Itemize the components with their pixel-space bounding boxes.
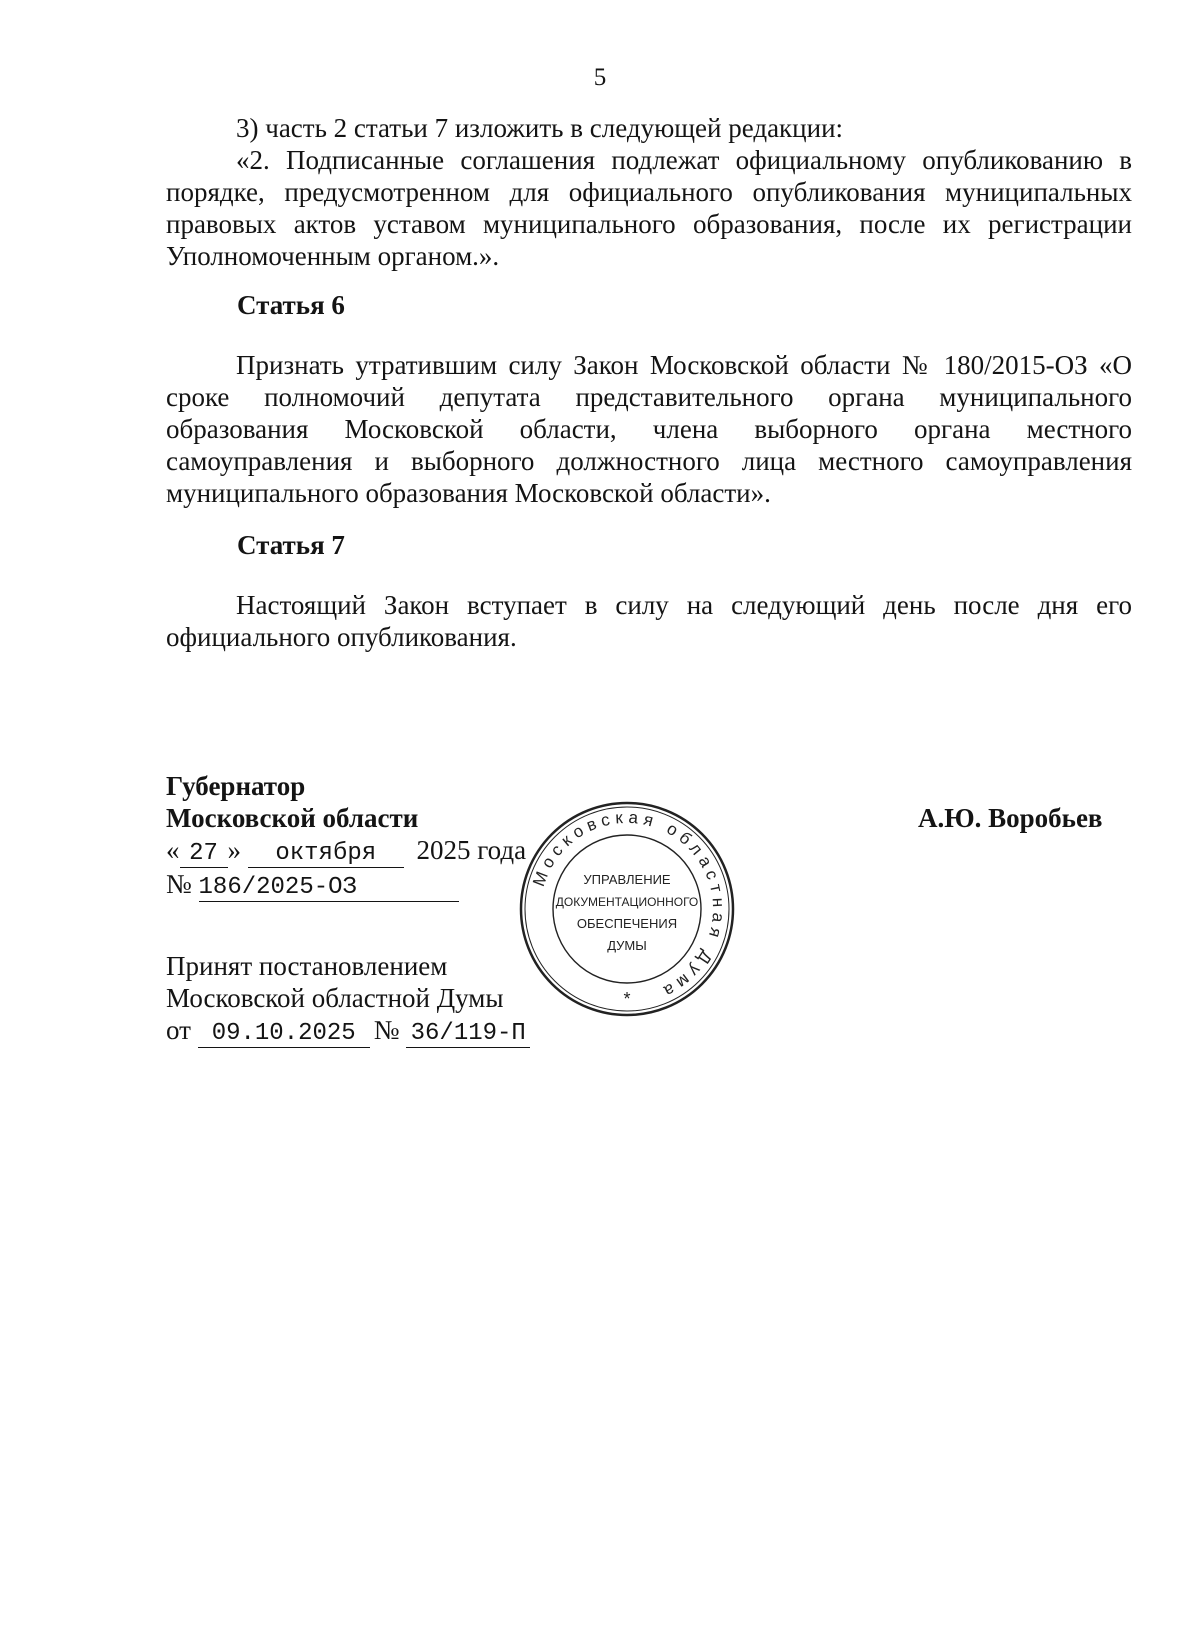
stamp-center-line1: УПРАВЛЕНИЕ	[583, 872, 671, 887]
adoption-date-line	[166, 1014, 530, 1048]
governor-title-line1: Губернатор	[166, 771, 306, 801]
stamp-center-line3: ОБЕСПЕЧЕНИЯ	[576, 916, 678, 931]
article6-heading: Статья 6	[237, 290, 345, 320]
item3-quote: «2. Подписанные соглашения подлежат официальному опубликованию в порядке, предусмотренном для официального опубликования муниципальных правовых актов уставом муниципального образования, после их регистрации Уполномоченным органом.».	[166, 145, 1132, 271]
adoption-line2: Московской областной Думы	[166, 983, 504, 1013]
governor-block	[166, 770, 526, 902]
article6-text: Признать утратившим силу Закон Московской области № 180/2015-ОЗ «О сроке полномочий депутата представительного органа муниципального образования Московской области, члена выборного органа местного самоуправления и выборного должностного лица местного самоуправления муниципального образования Московской области».	[166, 350, 1132, 508]
page-number: 5	[593, 64, 607, 91]
adoption-block	[166, 950, 530, 1048]
quote-open: «	[166, 835, 180, 865]
adoption-number: 36/119-П	[406, 1021, 530, 1048]
stamp-center-line4: ДУМЫ	[607, 938, 647, 953]
adoption-from-label: от	[166, 1015, 191, 1045]
article7-heading: Статья 7	[237, 530, 345, 560]
article7-text: Настоящий Закон вступает в силу на следующий день после дня его официального опубликования.	[166, 590, 1132, 652]
stamp-inner-ring	[553, 835, 701, 983]
stamp-center-line2: ДОКУМЕНТАЦИОННОГО	[555, 895, 699, 909]
law-number: 186/2025-ОЗ	[199, 875, 459, 902]
official-stamp	[518, 800, 736, 1018]
item3-intro: 3) часть 2 статьи 7 изложить в следующей редакции:	[236, 113, 844, 143]
governor-name: А.Ю. Воробьев	[918, 803, 1103, 833]
adoption-line1: Принят постановлением	[166, 951, 448, 981]
law-number-sign: №	[166, 869, 192, 899]
law-number-line	[166, 868, 526, 902]
adoption-date: 09.10.2025	[198, 1021, 370, 1048]
stamp-star: *	[623, 989, 631, 1009]
governor-title-line2: Московской области	[166, 803, 419, 833]
stamp-ring-text: Московская областная Дума	[529, 807, 729, 1003]
signing-date-line	[166, 834, 526, 868]
quote-close: »	[227, 835, 241, 865]
signing-year: 2025 года	[416, 835, 527, 865]
signing-month: октября	[248, 841, 404, 868]
signing-day: 27	[180, 841, 228, 868]
adoption-number-sign: №	[373, 1015, 400, 1045]
